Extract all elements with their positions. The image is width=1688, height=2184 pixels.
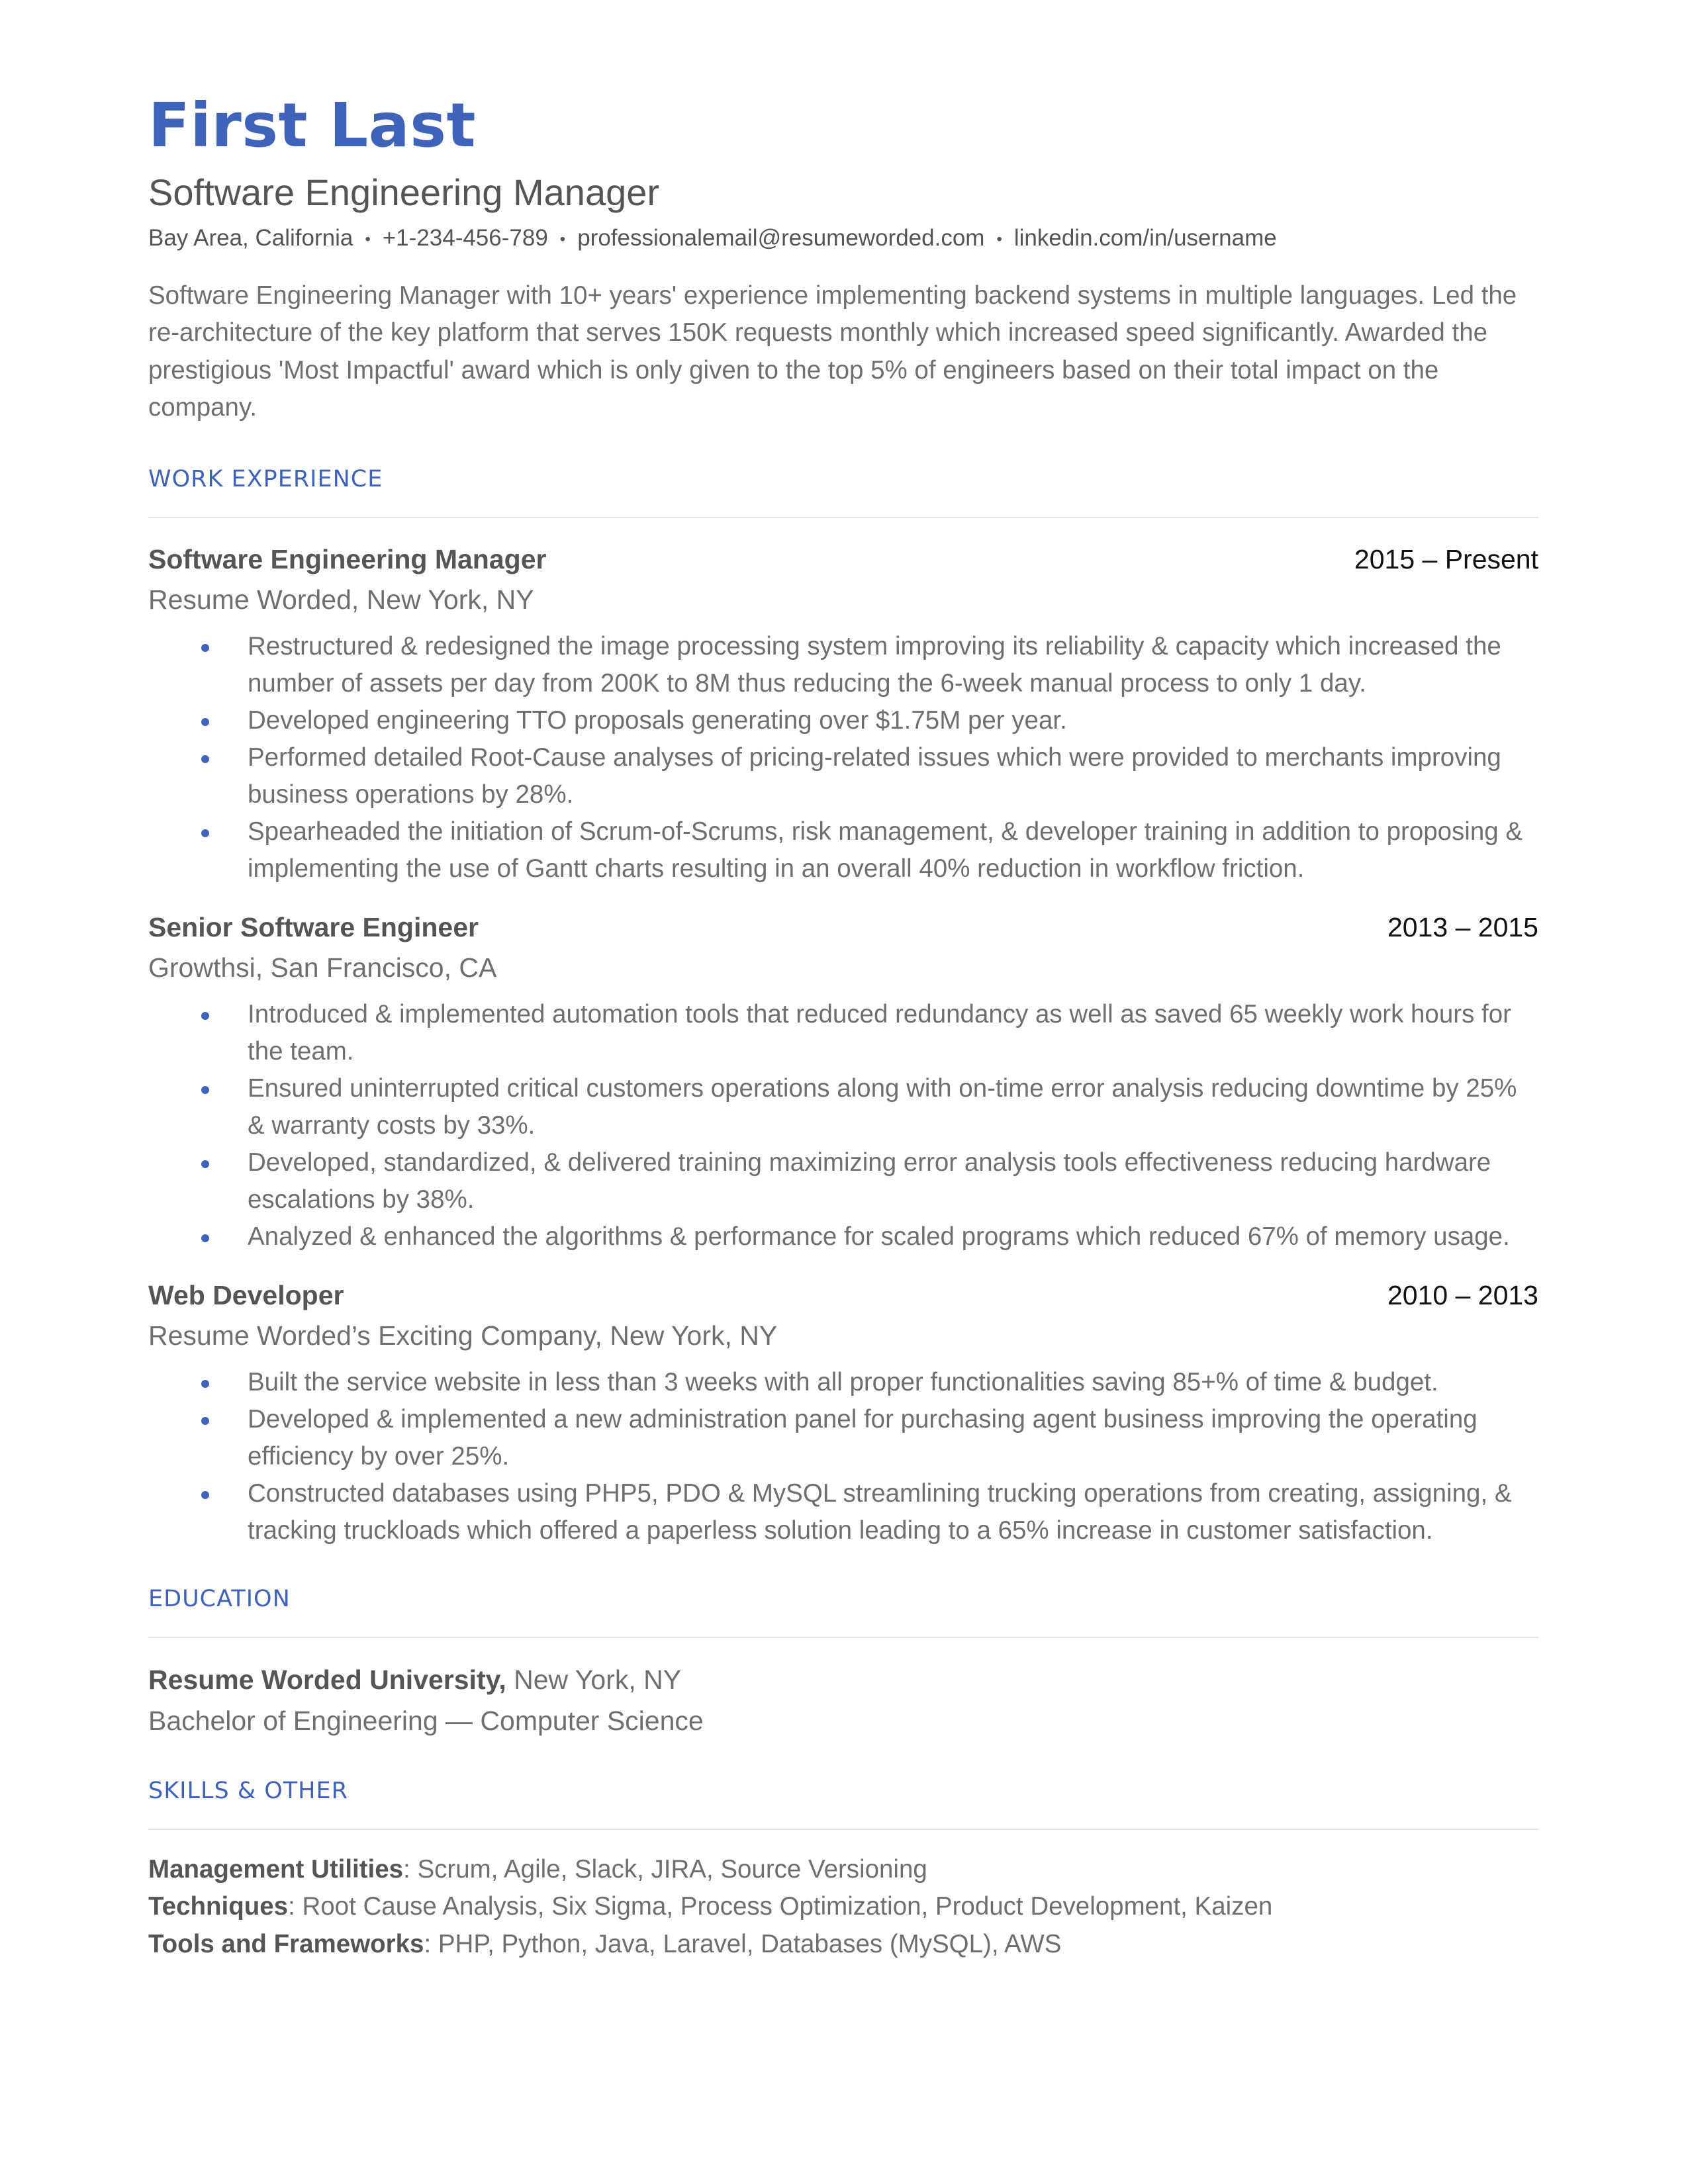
job-dates: 2013 – 2015 (1387, 911, 1538, 942)
job-bullet-text: Developed, standardized, & delivered training maximizing error analysis tools effectiveness reducing hardware escalations by 38%. (248, 1148, 1491, 1214)
education-degree: Bachelor of Engineering — Computer Science (148, 1705, 704, 1736)
job-bullet (148, 1070, 1538, 1144)
section-title-education: EDUCATION (148, 1585, 291, 1612)
job-bullet-list (148, 628, 1538, 887)
bullet-icon (201, 829, 209, 837)
contact-line (148, 222, 1538, 255)
job-bullet (148, 1475, 1538, 1549)
job-title: Web Developer (148, 1279, 344, 1310)
contact-linkedin[interactable]: linkedin.com/in/username (1013, 225, 1277, 251)
education-section (148, 1584, 1538, 1741)
job-bullet-text: Introduced & implemented automation tools that reduced redundancy as well as saved 65 weekly work hours for the team. (248, 999, 1511, 1066)
education-location: New York, NY (506, 1664, 682, 1695)
job-entry (148, 539, 1538, 887)
contact-separator: • (365, 230, 371, 248)
bullet-icon (201, 644, 209, 652)
job-header (148, 1275, 1538, 1315)
contact-email[interactable]: professionalemail@resumeworded.com (577, 225, 985, 251)
job-company: Growthsi, San Francisco, CA (148, 952, 497, 983)
section-divider (148, 1637, 1538, 1638)
bullet-icon (201, 1012, 209, 1020)
skills-section (148, 1776, 1538, 1964)
job-bullet (148, 628, 1538, 702)
contact-separator: • (996, 230, 1002, 248)
job-bullet (148, 702, 1538, 739)
job-dates: 2015 – Present (1354, 543, 1538, 574)
job-bullet-text: Ensured uninterrupted critical customers operations along with on-time error analysis reducing downtime by 25% & warranty costs by 33%. (248, 1073, 1517, 1140)
job-title: Software Engineering Manager (148, 543, 547, 574)
skill-row (148, 1851, 1538, 1889)
job-bullet (148, 996, 1538, 1070)
job-bullet (148, 1401, 1538, 1475)
job-bullet-text: Constructed databases using PHP5, PDO & MySQL streamlining trucking operations from creating, assigning, & tracking truckloads which offered a paperless solution leading to a 65% increase in customer satisfaction. (248, 1479, 1512, 1545)
job-bullet-list (148, 996, 1538, 1255)
job-bullet (148, 739, 1538, 813)
skill-label: Techniques (148, 1892, 289, 1921)
job-dates: 2010 – 2013 (1387, 1279, 1538, 1310)
section-divider (148, 517, 1538, 518)
skill-value: : PHP, Python, Java, Laravel, Databases (MySQL), AWS (424, 1929, 1062, 1958)
job-bullet-list (148, 1364, 1538, 1549)
job-entry (148, 907, 1538, 1255)
bullet-icon (201, 755, 209, 763)
job-bullet-text: Developed engineering TTO proposals generating over $1.75M per year. (248, 705, 1067, 735)
candidate-headline: Software Engineering Manager (148, 171, 660, 213)
section-title-skills: SKILLS & OTHER (148, 1777, 348, 1804)
bullet-icon (201, 718, 209, 726)
education-school-line (148, 1659, 1538, 1700)
job-bullet-text: Restructured & redesigned the image processing system improving its reliability & capacity which increased the number of assets per day from 200K to 8M thus reducing the 6-week manual process to only 1 day. (248, 631, 1501, 698)
job-company: Resume Worded’s Exciting Company, New York, NY (148, 1320, 778, 1351)
skill-value: : Root Cause Analysis, Six Sigma, Process Optimization, Product Development, Kaizen (288, 1892, 1273, 1921)
job-bullet-text: Performed detailed Root-Cause analyses of pricing-related issues which were provided to merchants improving business operations by 28%. (248, 743, 1501, 809)
bullet-icon (201, 1086, 209, 1094)
bullet-icon (201, 1234, 209, 1242)
contact-separator: • (559, 230, 566, 248)
skill-row (148, 1926, 1538, 1964)
section-divider (148, 1829, 1538, 1830)
job-bullet (148, 1364, 1538, 1401)
job-bullet (148, 1144, 1538, 1218)
job-bullet-text: Built the service website in less than 3 weeks with all proper functionalities saving 85+% of time & budget. (248, 1367, 1438, 1396)
job-bullet-text: Developed & implemented a new administration panel for purchasing agent business improving the operating efficiency by over 25%. (248, 1404, 1477, 1471)
job-header (148, 907, 1538, 947)
job-bullet (148, 813, 1538, 887)
education-school: Resume Worded University, (148, 1664, 506, 1695)
bullet-icon (201, 1491, 209, 1499)
summary-paragraph: Software Engineering Manager with 10+ years' experience implementing backend systems in multiple languages. Led the re-architecture of the key platform that serves 150K requests monthly which increased speed significantly. Awarded the prestigious 'Most Impactful' award which is only given to the top 5% of engineers based on their total impact on the company. (148, 281, 1517, 422)
job-entry (148, 1275, 1538, 1549)
bullet-icon (201, 1160, 209, 1168)
resume-page (148, 86, 1538, 1963)
job-title: Senior Software Engineer (148, 911, 479, 942)
bullet-icon (201, 1417, 209, 1425)
skill-value: : Scrum, Agile, Slack, JIRA, Source Versioning (403, 1854, 927, 1884)
skill-label: Management Utilities (148, 1854, 404, 1884)
job-header (148, 539, 1538, 579)
section-title-work-experience: WORK EXPERIENCE (148, 465, 383, 492)
job-company: Resume Worded, New York, NY (148, 584, 534, 615)
skill-row (148, 1888, 1538, 1926)
work-experience-section (148, 464, 1538, 1549)
job-bullet-text: Analyzed & enhanced the algorithms & performance for scaled programs which reduced 67% of memory usage. (248, 1222, 1510, 1251)
contact-location: Bay Area, California (148, 225, 353, 251)
bullet-icon (201, 1380, 209, 1388)
skill-label: Tools and Frameworks (148, 1929, 424, 1958)
job-bullet-text: Spearheaded the initiation of Scrum-of-Scrums, risk management, & developer training in addition to proposing & implementing the use of Gantt charts resulting in an overall 40% reduction in workflow friction. (248, 817, 1523, 883)
job-bullet (148, 1218, 1538, 1255)
contact-phone: +1-234-456-789 (382, 225, 548, 251)
candidate-name: First Last (148, 90, 476, 161)
